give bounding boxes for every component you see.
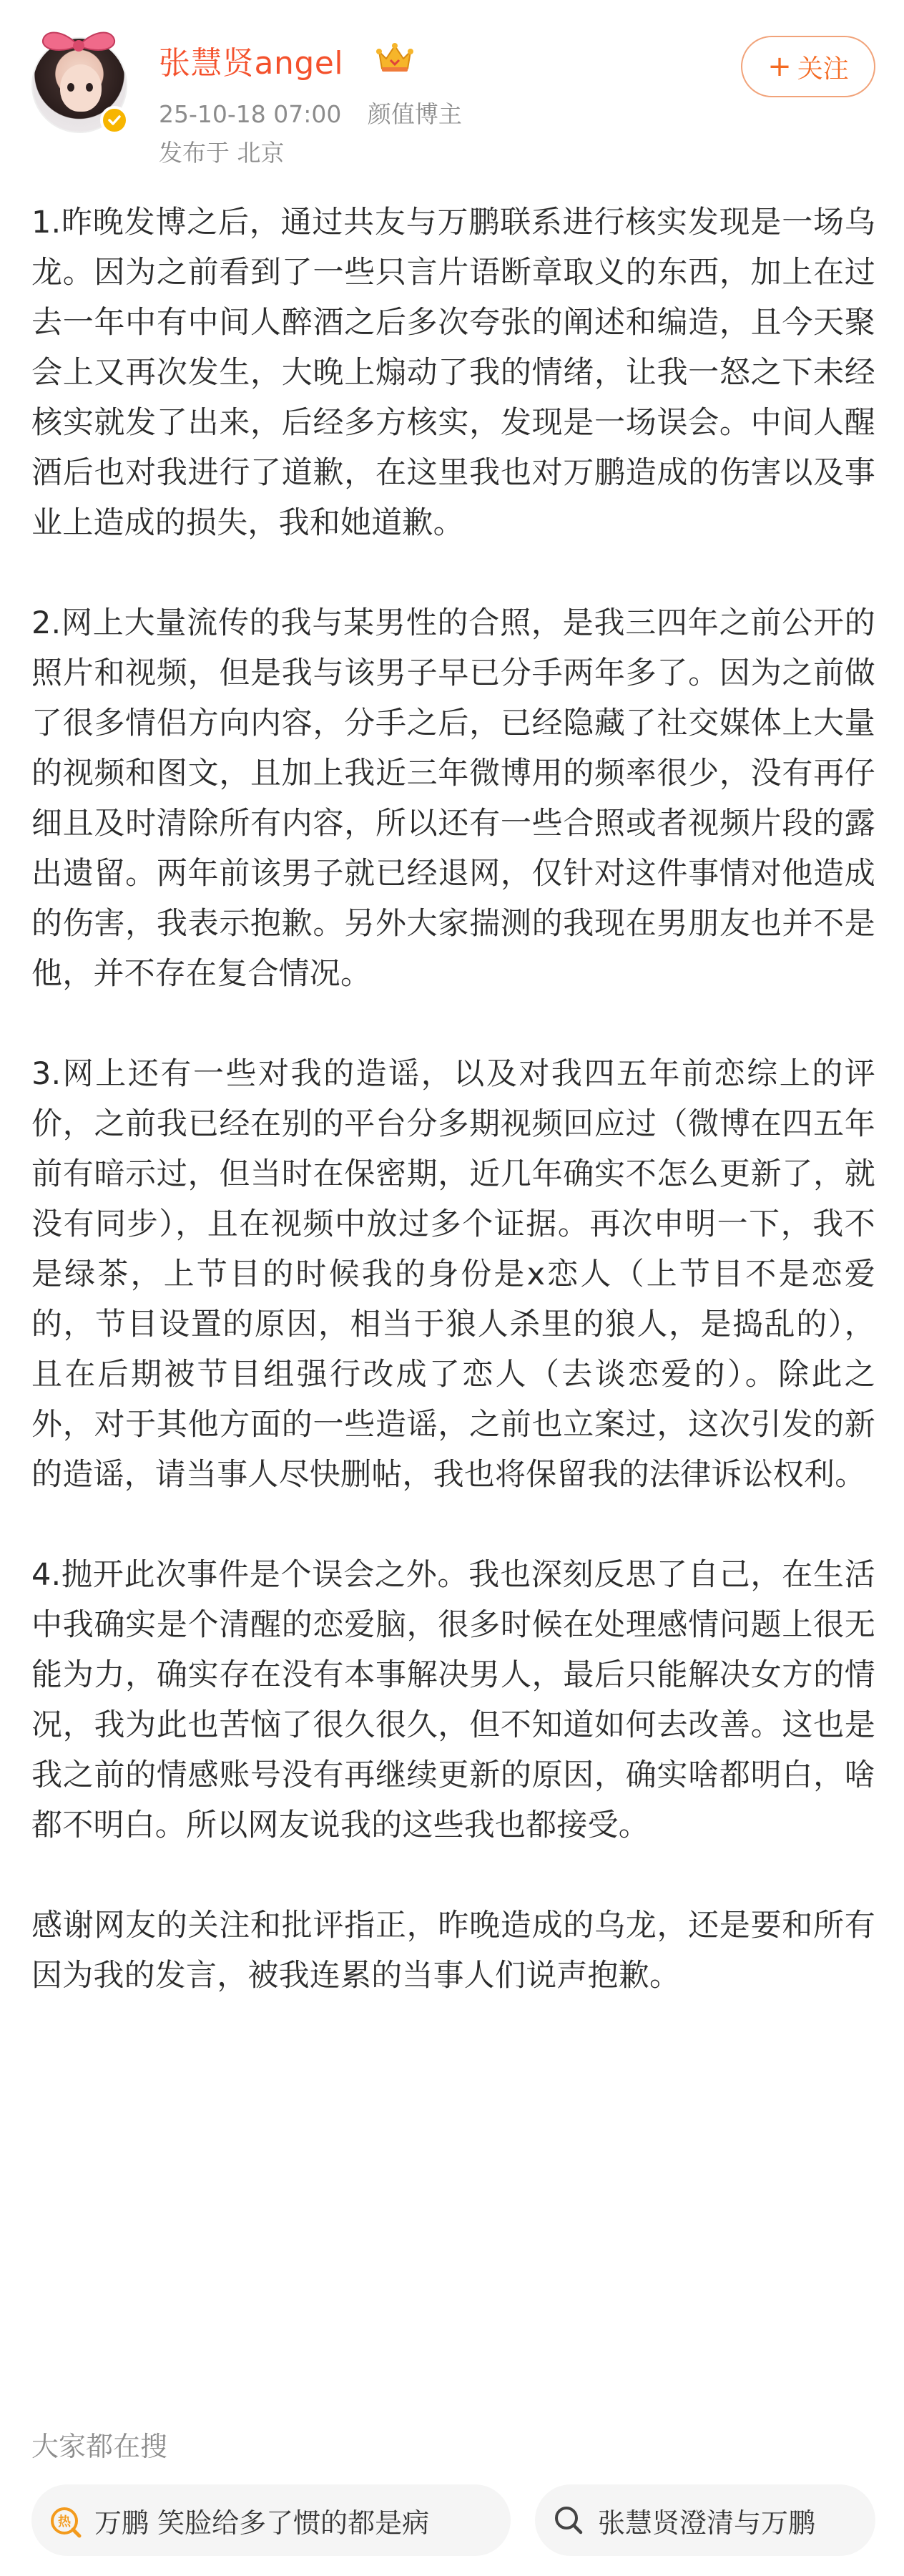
suggestion-chip-hot[interactable]: [31, 2484, 511, 2556]
post-paragraph: 感谢网友的关注和批评指正，昨晚造成的乌龙，还是要和所有因为我的发言，被我连累的当事人们说声抱歉。: [31, 1908, 875, 1994]
post-paragraph: 1.昨晚发博之后，通过共友与万鹏联系进行核实发现是一场乌龙。因为之前看到了一些只言片语断章取义的东西，加上在过去一年中有中间人醉酒之后多次夸张的阐述和编造，且今天聚会上又再次发生，大晚上煽动了我的情绪，让我一怒之下未经核实就发了出来，后经多方核实，发现是一场误会。中间人醒酒后也对我进行了道歉，在这里我也对万鹏造成的伤害以及事业上造成的损失，我和她道歉。: [31, 205, 875, 541]
post-meta: [159, 96, 481, 130]
user-name[interactable]: 张慧贤angel: [159, 45, 344, 82]
verified-badge-icon: [100, 106, 129, 135]
hot-search-icon: [47, 2502, 83, 2538]
plus-icon: +: [767, 50, 792, 83]
post-paragraph: 3.网上还有一些对我的造谣，以及对我四五年前恋综上的评价，之前我已经在别的平台分多期视频回应过（微博在四五年前有暗示过，但当时在保密期，近几年确实不怎么更新了，就没有同步），且在视频中放过多个证据。再次申明一下，我不是绿茶，上节目的时候我的身份是x恋人（上节目不是恋爱的，节目设置的原因，相当于狼人杀里的狼人，是捣乱的），且在后期被节目组强行改成了恋人（去谈恋爱的）。除此之外，对于其他方面的一些造谣，之前也立案过，这次引发的新的造谣，请当事人尽快删帖，我也将保留我的法律诉讼权利。: [31, 1056, 875, 1493]
follow-label: 关注: [797, 54, 849, 84]
avatar-eye-left: [67, 83, 74, 92]
suggestion-text: 张慧贤澄清与万鹏: [598, 2507, 816, 2539]
svg-text:热: 热: [58, 2514, 71, 2529]
follow-button[interactable]: [741, 36, 875, 97]
bow-icon: [36, 27, 122, 60]
post-location: 发布于 北京: [159, 139, 285, 167]
user-tag[interactable]: 颜值博主: [367, 100, 462, 128]
post-date: 25-10-18 07:00: [159, 100, 342, 128]
avatar[interactable]: [31, 30, 132, 137]
avatar-eye-right: [86, 83, 93, 92]
post-paragraph: 4.抛开此次事件是个误会之外。我也深刻反思了自己，在生活中我确实是个清醒的恋爱脑，很多时候在处理感情问题上很无能为力，确实存在没有本事解决男人，最后只能解决女方的情况，我为此也苦恼了很久很久，但不知道如何去改善。这也是我之前的情感账号没有再继续更新的原因，确实啥都明白，啥都不明白。所以网友说我的这些我也都接受。: [31, 1557, 875, 1843]
suggestion-text: 万鹏 笑脸给多了惯的都是病: [94, 2507, 430, 2539]
post-body: [31, 197, 875, 2051]
crown-icon[interactable]: [375, 42, 415, 74]
post-header: [0, 0, 904, 186]
avatar-face: [60, 64, 102, 112]
suggestion-chip-search[interactable]: [535, 2484, 875, 2556]
search-icon: [551, 2502, 586, 2538]
post-paragraph: 2.网上大量流传的我与某男性的合照，是我三四年之前公开的照片和视频，但是我与该男子早已分手两年多了。因为之前做了很多情侣方向内容，分手之后，已经隐藏了社交媒体上大量的视频和图文，且加上我近三年微博用的频率很少，没有再仔细且及时清除所有内容，所以还有一些合照或者视频片段的露出遗留。两年前该男子就已经退网，仅针对这件事情对他造成的伤害，我表示抱歉。另外大家揣测的我现在男朋友也并不是他，并不存在复合情况。: [31, 605, 875, 992]
suggestions-label: 大家都在搜: [31, 2431, 168, 2462]
